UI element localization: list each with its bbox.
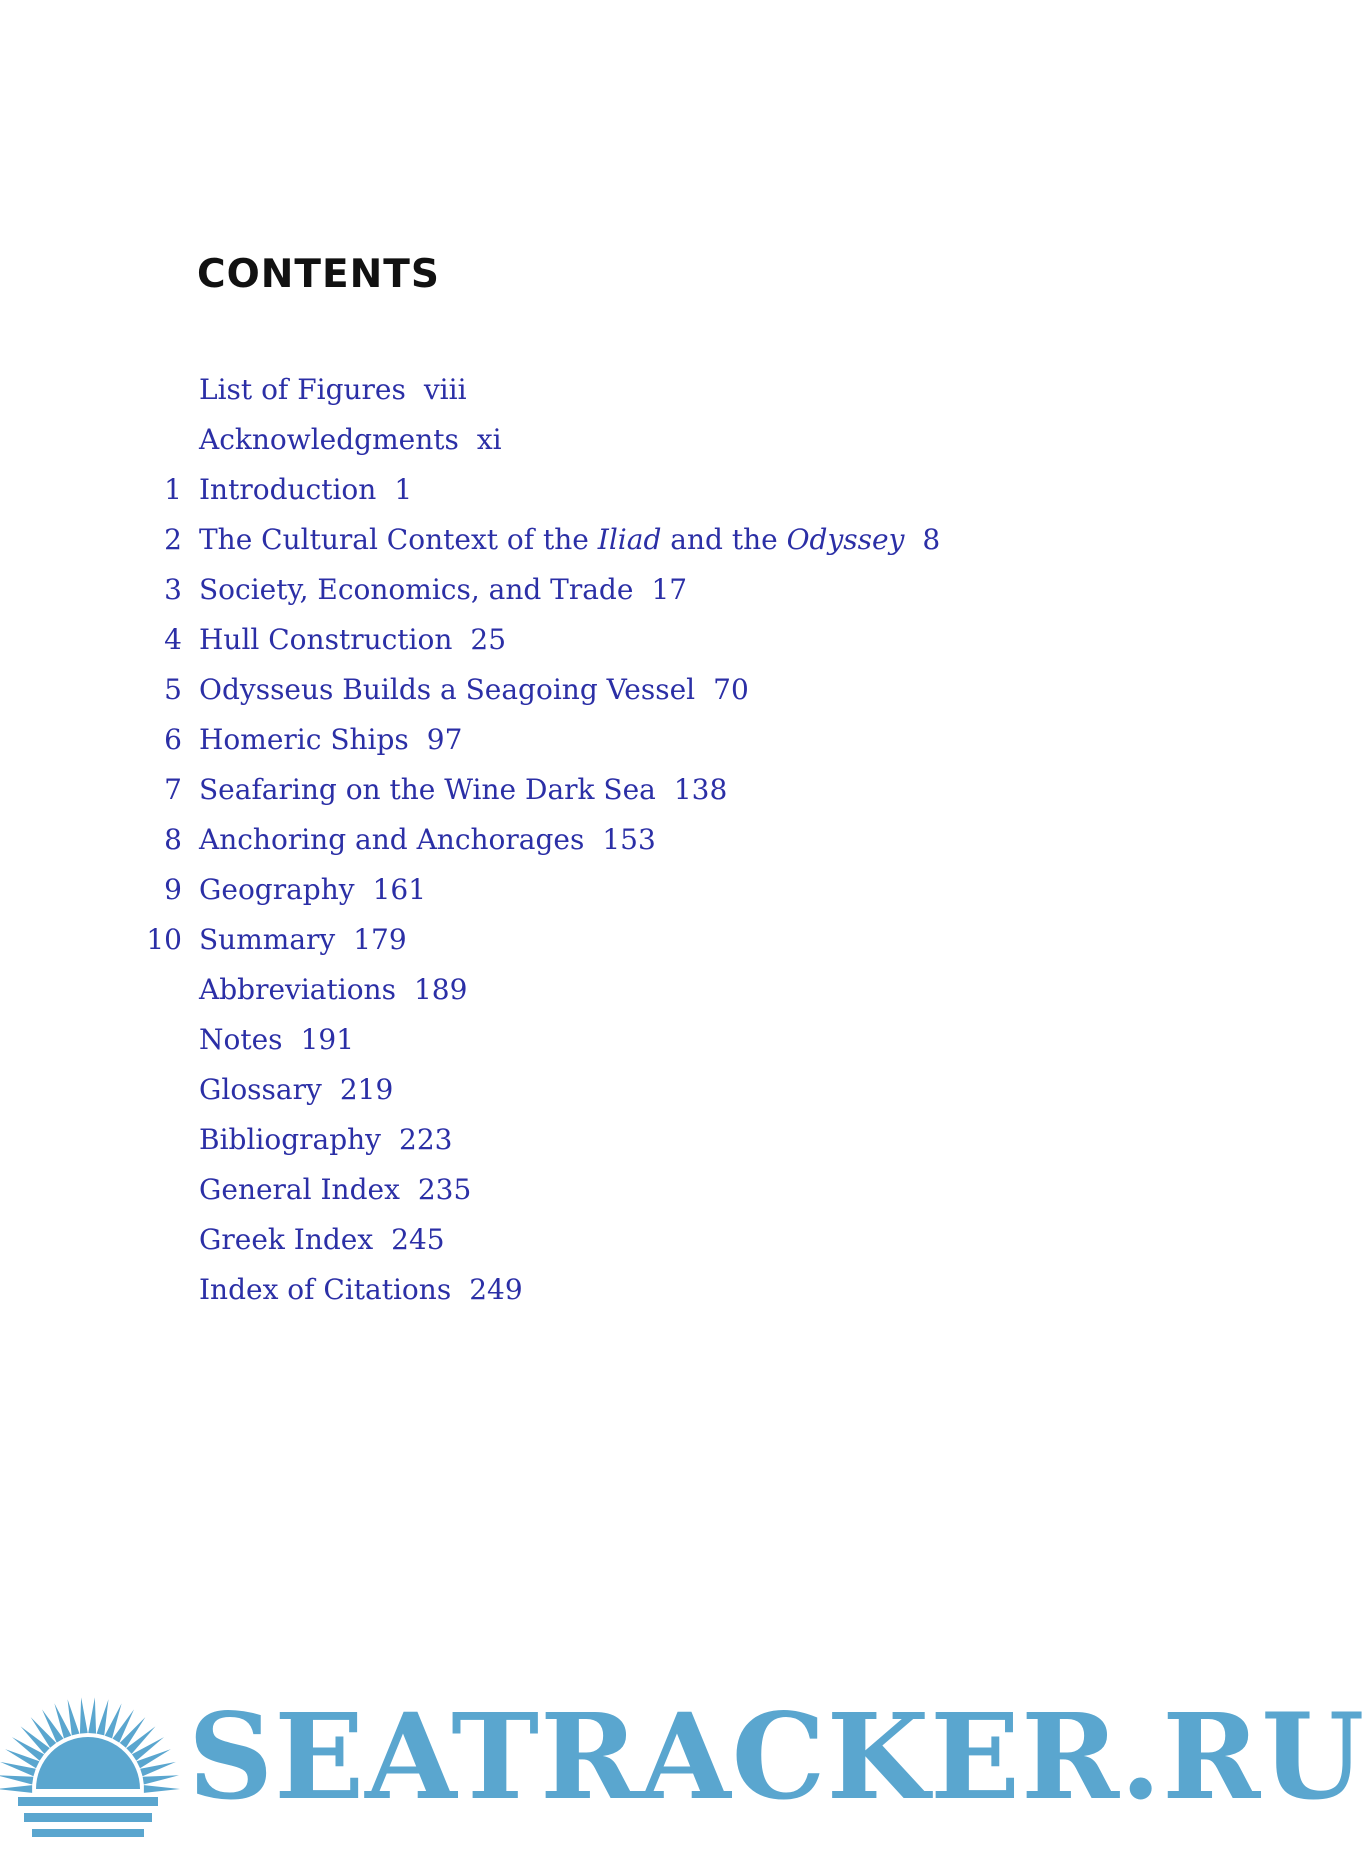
entry-title: General Index — [199, 1173, 400, 1206]
sun-ray — [0, 1785, 32, 1793]
watermark-text: SEATRACKER.RU — [188, 1687, 1365, 1826]
toc-entry[interactable] — [0, 865, 1000, 915]
entry-title: Acknowledgments — [199, 423, 459, 456]
page-number: 97 — [426, 723, 463, 756]
toc-entry[interactable] — [0, 465, 1000, 515]
page-number: xi — [476, 423, 502, 456]
page-number: viii — [423, 373, 467, 406]
title-part: and the — [661, 523, 787, 556]
page-number: 191 — [300, 1023, 355, 1056]
sun-ray — [88, 1697, 96, 1733]
toc-entry[interactable] — [0, 415, 1000, 465]
page-number: 153 — [602, 823, 656, 856]
chapter-number: 2 — [164, 523, 182, 556]
chapter-number: 9 — [164, 873, 182, 906]
page-number: 8 — [922, 523, 941, 556]
entry-title: Abbreviations — [199, 973, 396, 1006]
toc-entry[interactable] — [0, 1065, 1000, 1115]
chapter-number: 6 — [164, 723, 182, 756]
entry-title: Anchoring and Anchorages — [199, 823, 585, 856]
contents-heading: CONTENTS — [197, 252, 440, 297]
chapter-number: 4 — [164, 623, 182, 656]
chapter-number: 8 — [164, 823, 182, 856]
toc-entry[interactable] — [0, 715, 1000, 765]
page-number: 1 — [394, 473, 413, 506]
toc-entry[interactable] — [0, 565, 1000, 615]
toc-entry[interactable] — [0, 365, 1000, 415]
page-number: 70 — [713, 673, 749, 706]
toc-entry[interactable] — [0, 515, 1000, 565]
entry-title: Index of Citations — [199, 1273, 452, 1306]
toc-entry[interactable] — [0, 665, 1000, 715]
toc-entry[interactable] — [0, 915, 1000, 965]
sun-ray — [97, 1699, 109, 1735]
page-number: 161 — [372, 873, 427, 906]
entry-title: Geography — [199, 873, 355, 906]
page-number: 138 — [673, 773, 728, 806]
chapter-number: 7 — [164, 773, 182, 806]
chapter-number: 10 — [146, 923, 182, 956]
sun-ray — [80, 1697, 88, 1733]
entry-title: Seafaring on the Wine Dark Sea — [199, 773, 656, 806]
toc-entry[interactable] — [0, 1165, 1000, 1215]
page-number: 17 — [651, 573, 688, 606]
entry-title — [199, 523, 904, 556]
entry-title: Odysseus Builds a Seagoing Vessel — [199, 673, 696, 706]
entry-title: List of Figures — [199, 373, 406, 406]
entry-title: Summary — [199, 923, 336, 956]
toc-entry[interactable] — [0, 615, 1000, 665]
sun-ray — [143, 1775, 179, 1784]
toc-entry[interactable] — [0, 815, 1000, 865]
entry-title: Introduction — [199, 473, 377, 506]
toc-entry[interactable] — [0, 765, 1000, 815]
entry-title: Hull Construction — [199, 623, 453, 656]
entry-title: Greek Index — [199, 1223, 374, 1256]
title-part-italic: Odyssey — [786, 523, 905, 556]
toc-entry[interactable] — [0, 1015, 1000, 1065]
entry-title: Bibliography — [199, 1123, 381, 1156]
entry-title: Notes — [199, 1023, 283, 1056]
sun-ray — [144, 1785, 180, 1793]
chapter-number: 1 — [164, 473, 182, 506]
title-part: The Cultural Context of the — [199, 523, 598, 556]
page-number: 249 — [469, 1273, 523, 1306]
toc-entry[interactable] — [0, 965, 1000, 1015]
chapter-number: 5 — [164, 673, 182, 706]
sun-ray — [68, 1699, 80, 1735]
toc-entry[interactable] — [0, 1215, 1000, 1265]
toc-entry[interactable] — [0, 1265, 1000, 1315]
title-part-italic: Iliad — [597, 523, 662, 556]
page-number: 245 — [391, 1223, 445, 1256]
page-number: 179 — [353, 923, 407, 956]
page-number: 235 — [417, 1173, 472, 1206]
page-number: 25 — [470, 623, 507, 656]
entry-title: Society, Economics, and Trade — [199, 573, 634, 606]
table-of-contents — [0, 365, 1000, 1315]
sun-icon — [0, 1697, 180, 1837]
page-number: 189 — [413, 973, 468, 1006]
entry-title: Glossary — [199, 1073, 322, 1106]
entry-title: Homeric Ships — [199, 723, 409, 756]
toc-entry[interactable] — [0, 1115, 1000, 1165]
sun-ray — [0, 1775, 33, 1784]
chapter-number: 3 — [164, 573, 182, 606]
page-number: 223 — [399, 1123, 453, 1156]
page-number: 219 — [339, 1073, 394, 1106]
